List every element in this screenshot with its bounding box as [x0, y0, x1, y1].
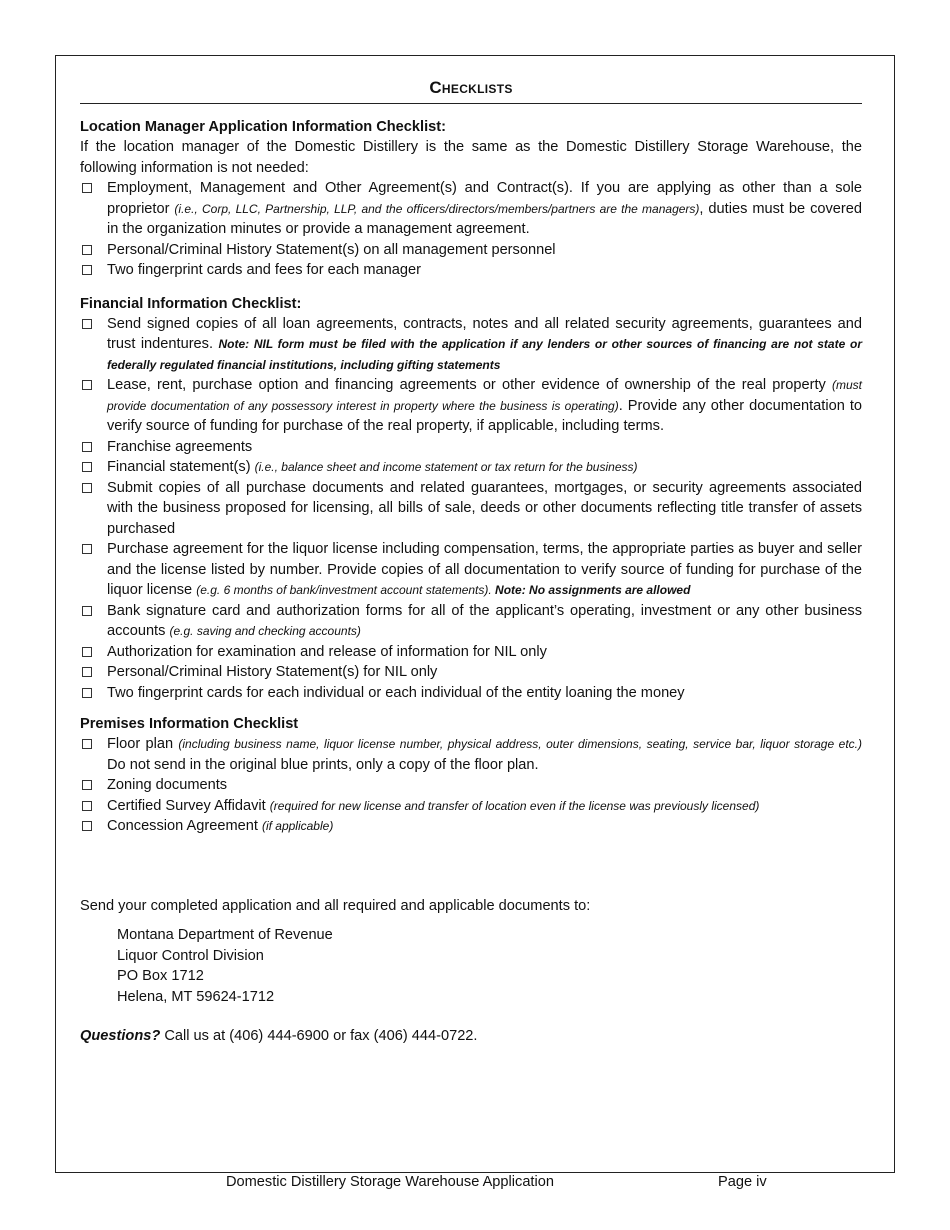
- checklist-item-text: Authorization for examination and release of information for NIL only: [107, 643, 547, 660]
- checklist-item: [80, 601, 862, 642]
- checkbox-icon: [82, 688, 92, 698]
- checklist-item-text: Certified Survey Affidavit: [107, 797, 270, 814]
- checklist-item-text-cont: . Provide any other documentation to verify source of funding for purchase of the real property, if applicable, including terms.: [107, 397, 862, 434]
- checklist-item: [80, 775, 862, 796]
- checklist-item: [80, 734, 862, 775]
- checklist-item-text: Employment, Management and Other Agreement(s) and Contract(s). If you are applying as other than a sole proprietor: [107, 180, 862, 217]
- footer-document-name: Domestic Distillery Storage Warehouse Application: [226, 1174, 554, 1190]
- checklist-item-note: (if applicable): [261, 819, 334, 833]
- page-title: Checklists: [80, 76, 862, 104]
- checklist-item: [80, 662, 862, 683]
- checklist-item-note: (i.e., Corp, LLC, Partnership, LLP, and the officers/directors/members/partners are the managers): [174, 201, 700, 216]
- checklist-item-text: Bank signature card and authorization forms for all of the applicant’s operating, investment or any other business accounts: [107, 602, 862, 639]
- checkbox-icon: [82, 442, 92, 452]
- checklist-item-text-cont: , duties must be covered in the organization minutes or provide a management agreement.: [107, 200, 863, 237]
- checklist-item-text: Send signed copies of all loan agreements, contracts, notes and all related security agreements, guarantees and trust indentures.: [107, 315, 862, 352]
- checklist-item-text: Financial statement(s): [107, 459, 255, 475]
- checklist-item: [80, 816, 862, 837]
- checkbox-icon: [82, 606, 92, 616]
- checklist-item: [80, 642, 862, 663]
- checkbox-icon: [82, 245, 92, 255]
- checklist-item-text: Purchase agreement for the liquor license including compensation, terms, the appropriate parties as buyer and seller and the license listed by number. Provide copies of all documentation to verify source of funding for purchase of the liquor license: [107, 541, 862, 598]
- checklist-item: [80, 457, 862, 478]
- checklist-item-bold-note: Note: NIL form must be filed with the application if any lenders or other sources of financing are not state or federally regulated financial institutions, including gifting statements: [107, 337, 862, 372]
- financial-section: [80, 294, 862, 704]
- checklist-item-text: Concession Agreement: [107, 818, 262, 834]
- checklist-item: [80, 539, 862, 601]
- checkbox-icon: [82, 667, 92, 677]
- checkbox-icon: [82, 483, 92, 493]
- checklist-item: [80, 796, 862, 817]
- checkbox-icon: [82, 380, 92, 390]
- checklist-item-text: Two fingerprint cards for each individual or each individual of the entity loaning the money: [107, 684, 685, 701]
- financial-heading: Financial Information Checklist:: [80, 295, 302, 312]
- checklist-item-text: Submit copies of all purchase documents and related guarantees, mortgages, or security agreements associated with the business proposed for licensing, all bills of sale, deeds or other documents reflecting title transfer of assets purchased: [107, 479, 862, 537]
- checklist-item: [80, 260, 862, 281]
- checklist-item-note: (e.g. 6 months of bank/investment account statements).: [196, 583, 492, 597]
- checklist-item: [80, 178, 862, 240]
- checklist-item-note: (must provide documentation of any possessory interest in property where the business is operating): [107, 378, 862, 413]
- checklist-item: [80, 437, 862, 458]
- questions-contact: Call us at (406) 444-6900 or fax (406) 444-0722.: [160, 1028, 478, 1044]
- checklist-item: [80, 240, 862, 261]
- checklist-item-note: (required for new license and transfer of location even if the license was previously licensed): [269, 798, 760, 813]
- checklist-item-text: Two fingerprint cards and fees for each manager: [107, 262, 421, 278]
- premises-checklist: [80, 734, 862, 837]
- page-frame: [55, 55, 895, 1173]
- checklist-item-text: Floor plan: [107, 736, 179, 752]
- checkbox-icon: [82, 462, 92, 472]
- checklist-item: [80, 375, 862, 437]
- address-line: Liquor Control Division: [117, 947, 264, 964]
- checklist-item: [80, 683, 862, 704]
- checkbox-icon: [82, 821, 92, 831]
- location-manager-intro: If the location manager of the Domestic Distillery is the same as the Domestic Distillery Storage Warehouse, the following information is not needed:: [80, 139, 862, 176]
- checklist-item-note: (e.g. saving and checking accounts): [169, 624, 361, 638]
- address-line: PO Box 1712: [117, 968, 204, 984]
- checklist-item-text: Franchise agreements: [107, 438, 253, 455]
- checklist-item-bold-note: Note: No assignments are allowed: [491, 583, 691, 597]
- checkbox-icon: [82, 265, 92, 275]
- checkbox-icon: [82, 319, 92, 329]
- checkbox-icon: [82, 647, 92, 657]
- address-line: Helena, MT 59624-1712: [117, 988, 275, 1005]
- checklist-item-text: Zoning documents: [107, 777, 228, 793]
- checkbox-icon: [82, 739, 92, 749]
- checklist-item-text: Personal/Criminal History Statement(s) for NIL only: [107, 664, 438, 680]
- checklist-item: [80, 478, 862, 540]
- checklist-item-text-cont: Do not send in the original blue prints, only a copy of the floor plan.: [107, 756, 539, 773]
- checklist-item-note: (including business name, liquor license number, physical address, outer dimensions, seating, service bar, liquor storage etc.): [178, 737, 863, 751]
- mailing-address: [80, 925, 862, 1007]
- premises-heading: Premises Information Checklist: [80, 716, 299, 732]
- checkbox-icon: [82, 801, 92, 811]
- page-content: [80, 76, 862, 1047]
- checklist-item: [80, 314, 862, 376]
- financial-checklist: [80, 314, 862, 704]
- checkbox-icon: [82, 183, 92, 193]
- location-manager-checklist: [80, 178, 862, 281]
- checkbox-icon: [82, 780, 92, 790]
- location-manager-heading: Location Manager Application Information Checklist:: [80, 119, 446, 135]
- page-footer: [0, 1173, 950, 1193]
- checklist-item-text: Personal/Criminal History Statement(s) on all management personnel: [107, 241, 556, 258]
- footer-page-number: Page iv: [718, 1174, 767, 1190]
- checklist-item-text: Lease, rent, purchase option and financing agreements or other evidence of ownership of the real property: [107, 377, 832, 393]
- location-manager-section: [80, 117, 862, 281]
- premises-section: [80, 714, 862, 837]
- questions-label: Questions?: [80, 1028, 161, 1044]
- questions-line: [80, 1026, 862, 1047]
- send-instructions: Send your completed application and all required and applicable documents to:: [80, 897, 591, 914]
- checkbox-icon: [82, 544, 92, 554]
- address-line: Montana Department of Revenue: [117, 927, 333, 943]
- checklist-item-note: (i.e., balance sheet and income statement or tax return for the business): [254, 460, 638, 474]
